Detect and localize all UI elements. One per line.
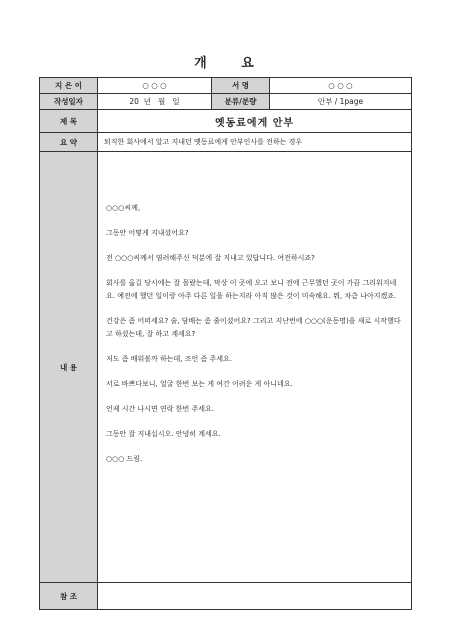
summary-row	[40, 133, 412, 152]
summary-value[interactable]: 퇴직한 회사에서 알고 지내던 옛동료에게 안부인사를 전하는 경우	[98, 133, 412, 152]
content-paragraph: 회사를 옮길 당시에는 잘 몰랐는데, 막상 이 곳에 오고 보니 전에 근무했던 곳이 가끔 그리워지네요. 예전에 했던 일이랑 아주 다른 일을 하는지라 아직 많은 것이 미숙해요. 뭐, 차츰 나아지겠죠.	[106, 279, 397, 300]
subject-row	[40, 110, 412, 133]
signature-value[interactable]: ○ ○ ○	[270, 78, 412, 94]
category-label: 분류/분량	[212, 94, 270, 110]
author-label: 지 은 이	[40, 78, 98, 94]
date-label: 작성일자	[40, 94, 98, 110]
overview-form-table	[39, 77, 412, 610]
content-paragraph: 그동안 어떻게 지내셨어요?	[106, 229, 189, 237]
content-body[interactable]	[98, 152, 412, 583]
content-paragraph: 전 ○○○씨께서 염려해주신 덕분에 잘 지내고 있답니다. 여전하시죠?	[106, 254, 315, 262]
subject-label: 제 목	[40, 110, 98, 133]
content-row	[40, 152, 412, 583]
category-value[interactable]: 안부 / 1page	[270, 94, 412, 110]
signature-label: 서 명	[212, 78, 270, 94]
content-paragraph: 건강은 좀 어떠세요? 술, 담배는 좀 줄이셨어요? 그리고 지난번에 ○○○(운동명)을 새로 시작했다고 하셨는데, 잘 하고 계세요?	[106, 317, 401, 338]
content-paragraph: ○○○씨께,	[106, 204, 141, 212]
content-paragraph: 저도 좀 배워볼까 하는데, 조언 좀 주세요.	[106, 355, 232, 363]
content-paragraph: ○○○ 드림.	[106, 455, 143, 463]
reference-label: 참 조	[40, 583, 98, 610]
author-value[interactable]: ○ ○ ○	[98, 78, 212, 94]
content-label: 내 용	[40, 152, 98, 583]
author-row	[40, 78, 412, 94]
reference-row	[40, 583, 412, 610]
date-value[interactable]: 20 년 월 일	[98, 94, 212, 110]
reference-value[interactable]	[98, 583, 412, 610]
document-title: 개 요	[194, 56, 256, 71]
content-paragraph: 서로 바쁘다보니, 얼굴 한번 보는 게 여간 어려운 게 아니네요.	[106, 380, 293, 388]
subject-value[interactable]: 옛동료에게 안부	[98, 110, 412, 133]
content-paragraph: 그동안 잘 지내십시오. 안녕히 계세요.	[106, 430, 221, 438]
date-row	[40, 94, 412, 110]
summary-label: 요 약	[40, 133, 98, 152]
content-paragraph: 언제 시간 나시면 연락 한번 주세요.	[106, 405, 215, 413]
